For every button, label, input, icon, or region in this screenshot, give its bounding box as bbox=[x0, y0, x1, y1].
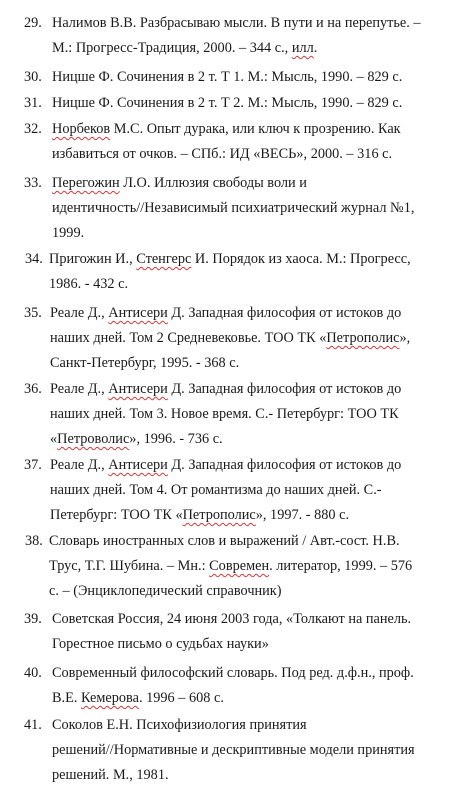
reference-number: 34. bbox=[25, 251, 43, 267]
reference-line bbox=[50, 504, 349, 527]
reference-text: Реале Д., bbox=[50, 381, 109, 397]
reference-text: . 1996 – 608 с. bbox=[138, 690, 224, 706]
spellcheck-flagged-word: Петрополис bbox=[326, 330, 400, 346]
reference-text: Словарь иностранных слов и выражений / Авт.-сост. Н.В. bbox=[49, 533, 400, 549]
reference-line bbox=[49, 530, 400, 553]
reference-line bbox=[49, 580, 282, 603]
reference-text: Трус, Т.Г. Шубина. – Мн.: bbox=[49, 558, 210, 574]
reference-line bbox=[50, 352, 239, 375]
reference-line bbox=[52, 172, 307, 195]
spellcheck-flagged-word: Норбеков bbox=[52, 121, 111, 137]
spellcheck-flagged-word: Петроволис bbox=[57, 431, 130, 447]
reference-line bbox=[52, 12, 421, 35]
reference-line bbox=[52, 66, 402, 89]
reference-number: 39. bbox=[24, 611, 42, 627]
reference-text: наших дней. Том 2 Средневековье. ТОО ТК « bbox=[50, 330, 327, 346]
reference-text: Д. Западная философия от истоков до bbox=[167, 381, 402, 397]
reference-line bbox=[52, 222, 84, 245]
reference-text: Пригожин И., bbox=[49, 251, 137, 267]
reference-text: Налимов В.В. Разбрасываю мысли. В пути и на перепутье. – bbox=[52, 15, 421, 31]
reference-line bbox=[52, 197, 414, 220]
reference-text: Соколов Е.Н. Психофизиология принятия bbox=[52, 717, 307, 733]
spellcheck-flagged-word: илл bbox=[291, 40, 314, 56]
reference-text: решений. М., 1981. bbox=[52, 767, 169, 783]
reference-text: идентичность//Независимый психиатрический журнал №1, bbox=[52, 200, 415, 216]
reference-line bbox=[49, 555, 412, 578]
reference-text: решений//Нормативные и дескриптивные модели принятия bbox=[52, 742, 415, 758]
reference-text: 1986. - 432 с. bbox=[49, 276, 129, 292]
reference-line bbox=[52, 764, 169, 787]
reference-text: В.Е. bbox=[52, 690, 81, 706]
reference-text: », 1997. - 880 с. bbox=[255, 507, 350, 523]
reference-line bbox=[52, 739, 415, 762]
reference-text: », bbox=[399, 330, 411, 346]
reference-text: . литератор, 1999. – 576 bbox=[269, 558, 413, 574]
reference-line bbox=[50, 378, 401, 401]
spellcheck-flagged-word: Современ bbox=[209, 558, 270, 574]
reference-line bbox=[52, 662, 414, 685]
reference-text: Реале Д., bbox=[50, 305, 109, 321]
reference-text: Реале Д., bbox=[50, 457, 109, 473]
reference-number: 29. bbox=[24, 15, 42, 31]
reference-line bbox=[50, 428, 223, 451]
reference-text: Санкт-Петербург, 1995. - 368 с. bbox=[50, 355, 240, 371]
spellcheck-flagged-word: Петрополис bbox=[182, 507, 256, 523]
reference-text: 1999. bbox=[52, 225, 85, 241]
reference-number: 32. bbox=[24, 121, 42, 137]
reference-text: », 1996. - 736 с. bbox=[129, 431, 223, 447]
spellcheck-flagged-word: Антисери bbox=[108, 457, 168, 473]
reference-text: Петербург: ТОО ТК « bbox=[50, 507, 183, 523]
reference-number: 31. bbox=[24, 95, 42, 111]
reference-number: 40. bbox=[24, 665, 42, 681]
reference-line bbox=[52, 37, 317, 60]
reference-line bbox=[52, 633, 269, 656]
reference-text: М.: Прогресс-Традиция, 2000. – 344 с., bbox=[52, 40, 292, 56]
reference-line bbox=[52, 714, 307, 737]
reference-line bbox=[52, 92, 402, 115]
reference-text: наших дней. Том 3. Новое время. С.- Петербург: ТОО ТК bbox=[50, 406, 399, 422]
reference-line bbox=[52, 608, 411, 631]
reference-number: 36. bbox=[24, 381, 42, 397]
reference-text: Ницше Ф. Сочинения в 2 т. Т 1. М.: Мысль, 1990. – 829 с. bbox=[52, 69, 403, 85]
reference-line bbox=[50, 302, 401, 325]
spellcheck-flagged-word: Кемерова bbox=[81, 690, 139, 706]
spellcheck-flagged-word: Антисери bbox=[108, 381, 168, 397]
reference-line bbox=[49, 248, 411, 271]
reference-line bbox=[52, 687, 224, 710]
reference-text: « bbox=[50, 431, 58, 447]
reference-line bbox=[49, 273, 128, 296]
reference-line bbox=[50, 403, 399, 426]
reference-text: Д. Западная философия от истоков до bbox=[167, 305, 402, 321]
reference-number: 37. bbox=[24, 457, 42, 473]
reference-text: Горестное письмо о судьбах науки» bbox=[52, 636, 269, 652]
reference-text: избавиться от очков. – СПб.: ИД «ВЕСЬ», 2000. – 316 с. bbox=[52, 146, 393, 162]
reference-line bbox=[50, 327, 410, 350]
reference-text: И. Порядок из хаоса. М.: Прогресс, bbox=[191, 251, 411, 267]
spellcheck-flagged-word: Стенгерс bbox=[136, 251, 192, 267]
reference-text: Д. Западная философия от истоков до bbox=[167, 457, 402, 473]
reference-text: . bbox=[313, 40, 318, 56]
reference-number: 33. bbox=[24, 175, 42, 191]
spellcheck-flagged-word: Перегожин bbox=[52, 175, 120, 191]
reference-number: 38. bbox=[25, 533, 43, 549]
reference-text: Советская Россия, 24 июня 2003 года, «Толкают на панель. bbox=[52, 611, 412, 627]
reference-number: 35. bbox=[24, 305, 42, 321]
reference-line bbox=[52, 143, 392, 166]
reference-text: Ницше Ф. Сочинения в 2 т. Т 2. М.: Мысль, 1990. – 829 с. bbox=[52, 95, 403, 111]
reference-line bbox=[50, 479, 382, 502]
reference-number: 41. bbox=[24, 717, 42, 733]
reference-text: М.С. Опыт дурака, или ключ к прозрению. Как bbox=[110, 121, 401, 137]
reference-line bbox=[52, 118, 401, 141]
reference-text: с. – (Энциклопедический справочник) bbox=[49, 583, 282, 599]
reference-text: наших дней. Том 4. От романтизма до наших дней. С.- bbox=[50, 482, 382, 498]
reference-text: Л.О. Иллюзия свободы воли и bbox=[119, 175, 307, 191]
reference-number: 30. bbox=[24, 69, 42, 85]
reference-line bbox=[50, 454, 401, 477]
reference-text: Современный философский словарь. Под ред. д.ф.н., проф. bbox=[52, 665, 414, 681]
spellcheck-flagged-word: Антисери bbox=[108, 305, 168, 321]
